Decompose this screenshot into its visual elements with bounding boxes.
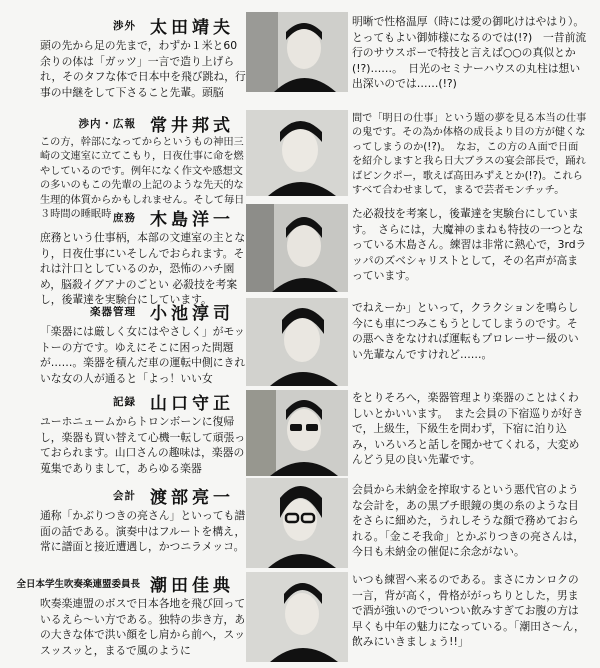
- portrait-photo: [246, 204, 348, 292]
- role-label: 楽器管理: [90, 305, 136, 318]
- profile-text-right: でねえーか」といって，クラクションを鳴らし今にも車につみこもうとしてしまうのです。その悪へきをなければ運転もプロレーサー級のいい先輩なんですけれど……。: [352, 301, 579, 361]
- profile-text-right: いつも練習へ来るのである。まさにカンロクの一言，背が高く，骨格ががっちりとした，男まで酒が強いのでついつい飲みすぎてお腹の方は早くも中年の魅力になっている。「潮田さ〜ん，飲みにいきましょう!!」: [352, 573, 585, 649]
- profile-heading: [40, 110, 246, 136]
- profile-text-right: た必殺技を考案し，後輩達を実験台にしています。 さらには，大魔神のまねも特技の一つとなっている木島さん。練習は非常に熱心で，3rdラッパのズベシャリストとして，その名声が高まっています。: [352, 207, 587, 283]
- portrait-photo: [246, 390, 348, 476]
- role-label: 庶務: [113, 211, 136, 224]
- person-name: 山口守正: [150, 393, 234, 414]
- person-name: 木島洋一: [150, 209, 234, 230]
- profile-heading: [40, 204, 246, 230]
- person-name: 潮田佳典: [150, 575, 234, 596]
- profile-text-left: 庶務という仕事柄，本部の文連室の主となり，日夜仕事にいそしんでおられます。それは汁口としているのか，恐怖のハチ園め，脳殺イグアナのごとい 必殺技を考案し，後輩達を実験台にしています。: [40, 231, 246, 307]
- person-name: 渡部亮一: [150, 487, 234, 508]
- portrait-photo: [246, 572, 348, 662]
- profile-heading: [40, 12, 246, 38]
- portrait-photo: [246, 298, 348, 386]
- profile-text-left: 吹奏楽連盟のボスで日本各地を飛び回っているえら〜い方である。独特の歩き方，あの大きな体で洪い顔をし肩から前へ，スッスッスッと，まるで風のように: [40, 597, 246, 657]
- profile-text-left: 頭の先から足の先まで，わずか１米と60余りの体は「ガッツ」一言で造り上げられ，そのタフな体で日本中を飛び跳ね，行事の中継をして下さること先輩。頭脳: [40, 39, 246, 99]
- portrait-photo: [246, 12, 348, 92]
- person-name: 太田靖夫: [150, 17, 234, 38]
- profile-text-left: ユーホニュームからトロンボーンに復帰し，楽器も買い替えて心機一転して頑張っておられます。山口さんの趣味は，楽器の蒐集でありまして，あらゆる楽器: [40, 415, 246, 475]
- profile-heading: [16, 570, 246, 596]
- role-label: 渉外: [113, 19, 136, 32]
- profile-heading: [40, 482, 246, 508]
- profile-text-right: をとりそろへ，楽器管理より楽器のことはくわしいとかいいます。 また会員の下宿巡りが好きで，上級生，下級生を問わず，下宿に泊り込み，いろいろと話しを聞かせてくれる，大変めんどう見の良い先輩です。: [352, 391, 584, 467]
- role-label: 全日本学生吹奏楽連盟委員長: [16, 579, 140, 590]
- portrait-photo: [246, 478, 348, 568]
- person-name: 常井邦式: [150, 115, 234, 136]
- profile-text-right: 明晰で性格温厚（時には愛の御叱けはやはり）。とってもよい御姉様になるのでは(!?) 一昔前流行のサウスポーで特技と言えば○○の真似とか(!?)……。 日光のセミナーハウスの丸柱は想い出深いのでは……(!?): [352, 15, 587, 91]
- person-name: 小池淳司: [150, 303, 234, 324]
- profile-text-left: この方，幹部になってからというもの神田三崎の文連室に立てこもり，日夜仕事に命を燃やしているのです。例年になく作文や感想文の多いのもこの先輩の上記のような先天的な生理的体質からかもしれません。そして毎日３時間の睡眠時: [40, 137, 245, 221]
- role-label: 渉内・広報: [78, 117, 136, 130]
- profile-heading: [40, 388, 246, 414]
- role-label: 会計: [113, 489, 136, 502]
- profile-text-left: 通称「かぶりつきの亮さん」といっても譜面の話である。演奏中はフルートを構え，常に譜面と接近遭遇し，かつニラメッコ。: [40, 509, 246, 554]
- profile-text-right: 会員から未納金を搾取するという悪代官のような会計を，あの黒ブチ眼鏡の奥の糸のような目をさらに細めた，うれしそうな顔で務めておられる。「金こそ我命」とかぶりつきの亮さんは，今日も未納金の催促に余念がない。: [352, 483, 585, 559]
- profile-text-left: 「楽器には厳しく女にはやさしく」がモットーの方です。ゆえにそこに困った問題が……。楽器を積んだ車の運転中側にきれいな女の人が通ると「よっ！いい女: [40, 325, 246, 385]
- role-label: 記録: [113, 395, 136, 408]
- portrait-photo: [246, 110, 348, 196]
- profile-text-right: 間で「明日の仕事」という題の夢を見る本当の仕事の鬼です。その為か体格の成長より目の方が健くなってしまうのか(!?)。 なお，この方のＡ面で日面を紹介しますと我ら日大ブラスの宴会部長で，踊ればピンクポー，歌えば高田みずえとか(!?)。これらすべて合わせまして，まるで芸者モンチッチ。: [352, 113, 587, 197]
- profile-heading: [40, 298, 246, 324]
